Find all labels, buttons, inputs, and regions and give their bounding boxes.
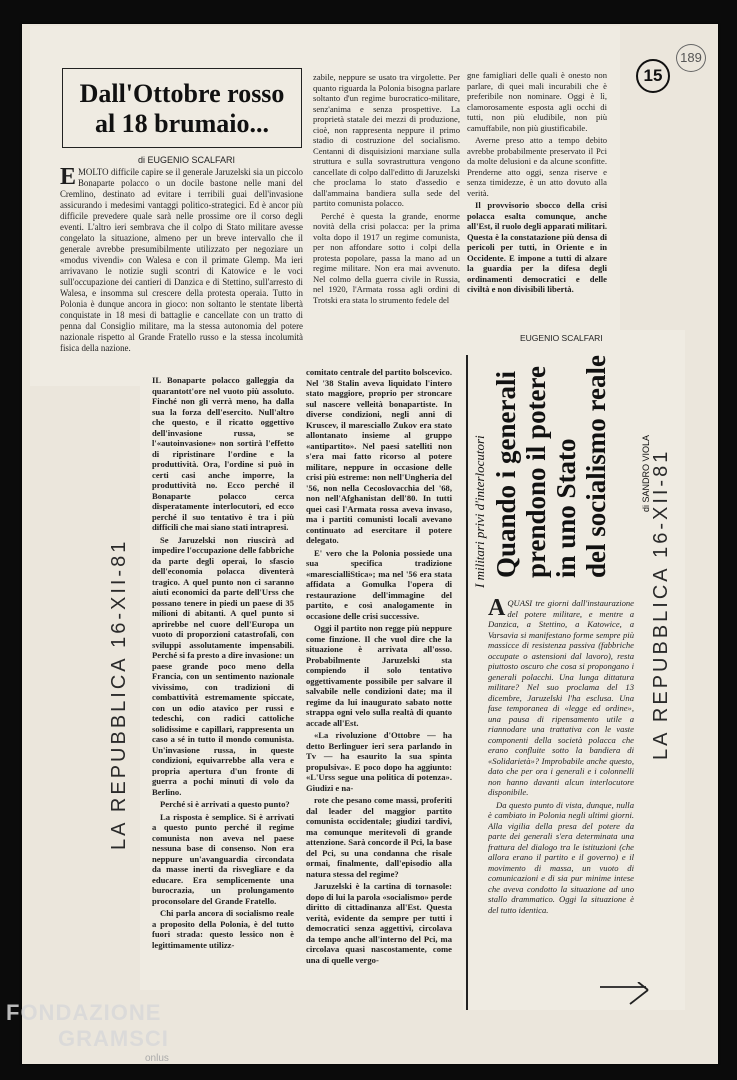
handwritten-note-left: LA REPUBBLICA 16-XII-81 [108, 538, 130, 850]
article2-drop-cap: A [488, 598, 506, 621]
watermark-line1: FONDAZIONE [6, 1000, 162, 1025]
article1-drop-cap: E [60, 167, 77, 190]
article2-title-line1: Quando i generali [491, 370, 521, 578]
article1-col4-p4: La risposta è semplice. Si è arrivati a questo punto perché il regime comunista non aveva nel paese nessuna base di consenso. Non era neppure un'avanguardia circondata da masse inerti da risvegliare e da educare. Era semplicemente una burocrazia, un prolungamento proconsolare del Grande Fratello. [152, 811, 294, 906]
article1-col3 [467, 70, 607, 332]
article1-col3-p1: gne famigliari delle quali è onesto non parlare, di quei mali incurabili che è preferibile non nominare. Oggi è lì, clamorosamente esposta agli occhi di tutti, non più eludibile, non più camuffabile, non più giustificabile. [467, 70, 607, 133]
handwritten-note-right: LA REPUBBLICA 16-XII-81 [650, 448, 672, 760]
article1-col4-p3: Perché si è arrivati a questo punto? [160, 799, 290, 809]
article1-col5-p3: Oggi il partito non regge più neppure come finzione. Il che vuol dire che la situazione è arrivata all'osso. Probabilmente Jaruzelski sta compiendo il solo tentativo oggettivamente possibile per salvare il salvabile nelle condizioni date; ma il regime da lui inaugurato sabato notte strappa ogni velo sulla realtà di quanto accade all'Est. [306, 623, 452, 728]
article1-col2-p2: Perché è questa la grande, enorme novità della crisi polacca: per la prima volta dopo il 1917 un regime comunista, per non affondare sotto i colpi della protesta popolare, passa la mano ad un regime militare. Non era mai avvenuto. Nel colmo della guerra civile in Russia, nel 1920, l'Armata rossa agli ordini di Trotski era stata lo strumento fedele del [313, 210, 460, 305]
article2-byline: di SANDRO VIOLA [641, 434, 651, 512]
article1-intro [60, 167, 303, 367]
article1-col2-p1: zabile, neppure se usato tra virgolette. Per quanto riguarda la Polonia bisogna parlare soltanto d'un regime burocratico-militare, senz'anima e senza prospettive. La proprietà statale dei mezzi di produzione, cioè, non rappresenta neppure il primo stadio di costruzione del socialismo. Centanni di disquisizioni marxiane sulla struttura e sulla sovrastruttura vengono cancellate di colpo dall'editto di Jaruzelski che proclama lo stato d'assedio e dall'ammaina bandiera sulla sede del partito comunista polacco. [313, 72, 460, 208]
pencil-arrow-icon [598, 982, 658, 1012]
page-number: 15 [636, 59, 670, 93]
article2-body-p2: Da questo punto di vista, dunque, nulla è cambiato in Polonia negli ultimi giorni. Alla vigilia della presa del potere da parte dei generali s'era determinata una frattura del dialogo tra le istituzioni (che allora erano il partito e il governo) e il movimento di massa, un vuoto di comunicazioni e di sia pur minime intese che aveva condotto la situazione ad uno stallo drammatico. Oggi la situazione è del tutto identica. [488, 799, 634, 915]
article1-col5-p1: comitato centrale del partito bolscevico. Nel '38 Stalin aveva liquidato l'intero stato maggiore, proprio per stroncare sul nascere velleità bonapartiste. In diverse condizioni, negli anni di Kruscev, il maresciallo Zukov era stato allontanato insieme al gruppo «antipartito». Nel paesi satelliti non s'era mai fatto ricorso al potere militare, neppure in occasione delle crisi più estreme: non nell'Ungheria del '56, non nella Cecoslovacchia del '68, non nell'Afghanistan dell'80. In tutti quei casi l'Armata rossa aveva invaso, ma i partiti comunisti locali avevano continuato ad esercitare il potere delegato. [306, 367, 452, 545]
article1-byline: di EUGENIO SCALFARI [138, 155, 236, 165]
article1-col4-p2: Se Jaruzelski non riuscirà ad impedire l'occupazione delle fabbriche da parte degli operai, lo sfascio dell'economia polacca diventerà tragico. A quel punto non ci saranno aiuti economici da parte dell'Urss che possano tenere in piedi un paese di 35 milioni di abitanti. A quel punto si aprirebbe nel cuore dell'Europa un vuoto di proporzioni catastrofali, con sviluppi assolutamente impensabili. Perché si fa presto a dire invasione: un paese grande poco meno della Francia, con un sentimento nazionale vivissimo, con tradizioni di combattività estremamente spiccate, con un odio atavico per russi e tedeschi, con radici cattoliche solidissime e capillari, rappresenta un caso a sé in tutto il mondo comunista. Un'invasione russa, in queste condizioni, equivarrebbe alla vera e propria apertura d'un fronte di guerra a pochi minuti di volo da Berlino. [152, 534, 294, 797]
article2-body-p1: QUASI tre giorni dall'instaurazione del potere militare, e mentre a Danzica, a Stettino, a Katowice, a Varsavia si manifestano forme sempre più massicce di resistenza passiva (fabbriche occupate o astensioni dal lavoro), resta piuttosto oscuro che cosa si propongano i generali polacchi. Una lunga dittatura militare? Nel suo proclama del 13 dicembre, Jaruzelski l'ha esclusa. Una fase temporanea di «legge ed ordine», una pausa di ripensamento utile a riannodare una trattativa con le vaste componenti della società polacca che erano confluite sotto la bandiera di «Solidarietà»? Improbabile anche questo, dato che per ora i generali e i colonnelli non hanno davanti alcun interlocutore disponibile. [488, 598, 634, 797]
watermark-logo [6, 1000, 169, 1052]
article1-title-line2: al 18 brumaio... [94, 109, 270, 138]
article1-col5-p6: Jaruzelski è la cartina di tornasole: dopo di lui la parola «socialismo» perde diritto di cittadinanza all'Est. Questa verità, evidente da sempre per tutti i democratici senza aggettivi, circolava da tempo anche all'interno del Pci, ma circolava quasi nascostamente, come una di quelle vergo- [306, 881, 452, 965]
article2-body [488, 598, 634, 973]
article1-col3-p2: Averne preso atto a tempo debito avrebbe probabilmente preservato il Pci da molte delusioni e da alcune sconfitte. Prenderne atto oggi, senza riserve e senza timidezze, è un atto dovuto alla verità. [467, 135, 607, 198]
article1-col3-p3: Il provvisorio sbocco della crisi polacca esalta comunque, anche all'Est, il ruolo degli apparati militari. Questa è la constatazione più densa di pericoli per tutti, in Oriente e in Occidente. E impone a tutti di alzare la guardia per la difesa degli ordinamenti democratici e delle civiltà e non divisibili libertà. [467, 200, 607, 294]
article1-signature: EUGENIO SCALFARI [520, 333, 603, 343]
article1-col4-p1: IL Bonaparte polacco galleggia da quarantott'ore nel vuoto più assoluto. Finché non gli verrà meno, ha dalla sua la forza dell'esercito. Null'altro che questo, e il ricatto oggettivo dell'invasione russa, se l'«autoinvasione» non sortirà l'effetto di ripristinare l'ordine e la produttività. Ora, l'ordine si può in certi casi anche imporre, la produttività no. Ecco perché il Bonaparte polacco cerca disperatamente interlocutori, ed ecco perché il suo tentativo è tra i più difficili che mai siano stati intrapresi. [152, 375, 294, 532]
article2-title-line4: del socialismo reale [581, 355, 611, 578]
article2-title-line2: prendono il potere [521, 365, 551, 578]
article1-col5-p4: «La rivoluzione d'Ottobre — ha detto Berlinguer ieri sera parlando in Tv — ha esaurito la sua spinta propulsiva». E poco dopo ha aggiunto: «L'Urss segue una politica di potenza». Giudizi e na- [306, 730, 452, 793]
article1-intro-text: MOLTO difficile capire se il generale Jaruzelski sia un piccolo Bonaparte polacco o un docile bastone nelle mani del Cremlino, destinato ad evitare i terribili guai dell'invasione assicurando i medesimi vantaggi politico-strategici. Ed è ancor più difficile prevedere quale sarà nelle prossime ore il corso degli eventi. L'altro ieri sembrava che il colpo di Stato militare avesse congelato la situazione, almeno per un breve intervallo che il generale avrebbe presumibilmente utilizzato per negoziare un «modus vivendi» con Walesa e con il primate Glemp. Ma ieri arrivavano le notizie sugli scontri di Katowice e le voci sull'occupazione dei cantieri di Danzica e di Stettino, sull'arresto di Walesa, e insomma sul crescere della protesta operaia. Tutto in Polonia è dunque ancora in gioco: non soltanto le stentate libertà conquistate in 18 mesi di battaglie e cancellate con un tratto di penna dal Consiglio militare, ma la stessa autonomia del potere nazionale rispetto al Grande Fratello russo e la stessa incolumità fisica della nazione. [60, 167, 303, 353]
article1-title [62, 68, 302, 148]
article1-title-line1: Dall'Ottobre rosso [79, 79, 285, 108]
archive-number: 189 [676, 44, 706, 72]
article1-col4-p5: Chi parla ancora di socialismo reale a proposito della Polonia, è del tutto fuori strada: questo lessico non è legittimamente utilizz- [152, 908, 294, 950]
article2-rule [466, 355, 468, 1010]
article1-col5 [306, 367, 452, 979]
article2-headline [491, 355, 611, 578]
article1-col5-p2: E' vero che la Polonia possiede una sua specifica tradizione «marescialliStica»; ma nel '56 era stata affidata a Gomulka l'opera di restaurazione dell'immagine del partito, e così analogamente in occasione delle crisi successive. [306, 547, 452, 621]
article2-kicker: I militari privi d'interlocutori [472, 435, 487, 588]
article1-col2 [313, 72, 460, 364]
article1-col4 [152, 375, 294, 980]
article1-col5-p5: rote che pesano come massi, proferiti dal leader del maggior partito comunista occidentale; giudizi tardivi, ma comunque meritevoli di grande attenzione. Sarà concorde il Pci, la base del Pci, su una condanna che risale ormai, finalmente, dall'episodio alla natura stessa del regime? [306, 795, 452, 879]
article2-title-line3: in uno Stato [551, 438, 581, 578]
watermark-sub: onlus [145, 1053, 169, 1064]
watermark-line2: GRAMSCI [58, 1026, 169, 1051]
